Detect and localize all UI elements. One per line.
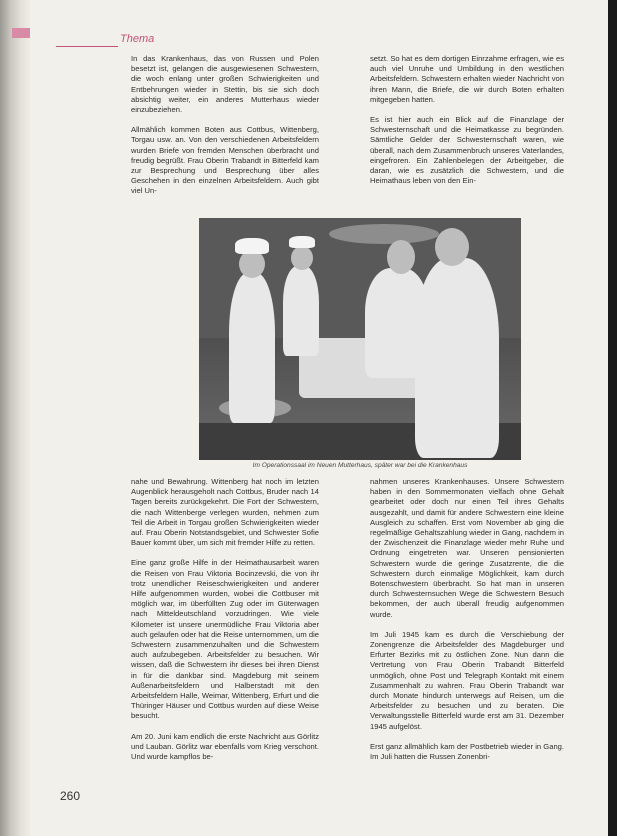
surgical-lamp	[329, 224, 439, 244]
paragraph: Im Juli 1945 kam es durch die Verschiebung der Zonengrenze die Arbeitsfelder des Magdeburger und Erfurter Bezirks mit zu östlichen Zone. Nun dann die Vertretung von Frau Oberin Trabandt Bitterfeld unmöglich, ohne Post und Telegraph Kontakt mit einem Zusammenhalt zu wahren. Frau Oberin Trabandt war durch Monate hindurch unterwegs auf Reisen, um die Arbeitsfelder zu besuchen und zu beraten. Die Verwaltungsstelle Bitterfeld wurde erst am 31. Dezember 1945 aufgelöst.	[370, 629, 564, 731]
paragraph: Allmählich kommen Boten aus Cottbus, Wittenberg, Torgau usw. an. Von den verschiedenen Arbeitsfeldern wurden Briefe von fremden Menschen überbracht und freudig begrüßt. Frau Oberin Trabandt in Bitterfeld kam zur Besprechung und Besprechung über alles Geschehen in den einzelnen Arbeitsfeldern. Auch gibt viel Un-	[131, 125, 319, 196]
paragraph: Es ist hier auch ein Blick auf die Finanzlage der Schwesternschaft und die Heimatkasse zu begründen. Sämtliche Gelder der Schwesternschaft waren, wie überall, nach dem Zusammenbruch unseres Vaterlandes, eingefroren. Ein Zahlenbelegen der Arbeitgeber, die daran, wie es zusätzlich die Schwestern, und die Heimathaus leben von den Ein-	[370, 115, 564, 186]
section-color-tab	[12, 28, 30, 38]
paragraph: nahe und Bewahrung. Wittenberg hat noch im letzten Augenblick herausgeholt nach Cottbus, Bruder nach 14 Tagen bereits zurückgekehrt. Die Fort der Schwestern, die nach Wittenberge verlegen wurden, nehmen zum Teil die Arbeit in Torgau großen Schwierigkeiten wieder auf. Frau Oberin Notstandsgebiet, und Schwester Sofie Bauer kommt über, um sich mit fremder Hilfe zu retten.	[131, 477, 319, 548]
surgeon-figure	[415, 258, 499, 458]
paragraph: In das Krankenhaus, das von Russen und Polen besetzt ist, gelangen die ausgewiesenen Schwestern, die woch enlang unter großen Schwierigkeiten und Entbehrungen wieder in Stettin, bis sie sich doch absichtig weiter, ein anderes Mutterhaus wieder einzubeziehen.	[131, 54, 319, 115]
text-column-4	[370, 477, 564, 772]
surgeon-head	[387, 240, 415, 274]
photo-caption: Im Operationssaal im Neuen Mutterhaus, später war bei die Krankenhaus	[252, 462, 468, 469]
section-title: Thema	[120, 33, 155, 45]
nurse-cap	[235, 238, 269, 254]
paragraph: nahmen unseres Krankenhauses. Unsere Schwestern haben in den Sommermonaten vielfach ohne Gehalt gearbeitet oder doch nur einen Teil ihres Gehalts ausgezahlt, und damit für andere Schwestern eine kleine Ausgleich zu schaffen. Erst vom November ab ging die regelmäßige Gehaltszahlung wieder in Gang, nachdem in der Zwischenzeit die Finanzlage wieder mehr Ruhe und Ordnung eingetreten war. Unseren pensionierten Schwestern wurde die geringe Zusatzrente, die die Schwestern durch einmalige Möglichkeit, kam durch Botenschwestern überbracht. So hat man in unseren durch Schwesternsuchen Wege die Schwestern Besuch bekommen, der auch überall freudig aufgenommen wurde.	[370, 477, 564, 619]
nurse-figure	[229, 273, 275, 423]
nurse-figure	[283, 266, 319, 356]
paragraph: Am 20. Juni kam endlich die erste Nachricht aus Görlitz und Lauban. Görlitz war ebenfalls vom Krieg verschont. Und wurde kampflos be-	[131, 731, 319, 762]
text-column-3	[131, 477, 319, 772]
operating-room-photo	[199, 218, 521, 460]
nurse-cap	[289, 236, 315, 248]
surgeon-head	[435, 228, 469, 266]
header-rule	[56, 46, 118, 47]
nurse-head	[291, 246, 313, 270]
page-edge-shadow	[608, 0, 617, 836]
paragraph: Eine ganz große Hilfe in der Heimathausarbeit waren die Reisen von Frau Viktoria Bocinzevski, die von ihr trotz unendlicher Reiseschwierigkeiten und anderer Hilfe aufgenommen wurden, wobei die Cottbuser mit möglich war, im überfüllten Zug oder im Güterwagen nach Mitteldeutschland vorzudringen. Wie viele Kilometer ist unsere unermüdliche Frau Viktoria aber auch gelaufen oder hat die Reise unternommen, um die Schwestern zusammenzuhalten und die Schwestern auch aufzubegeben. Arbeitsfelder zu besuchen. Wir wissen, daß die Schwestern ihr dieses bei ihren Dienst in für die dankbar sind. Magdeburg mit seinem Außenarbeitsfeldern und Halberstadt mit den Arbeitsfeldern Halle, Weimar, Wittenberg, Erfurt und die Thüringer Häuser und Cottbus wurden auf diese Weise besucht.	[131, 558, 319, 721]
nurse-head	[239, 250, 265, 278]
paragraph: Erst ganz allmählich kam der Postbetrieb wieder in Gang. Im Juli hatten die Russen Zonenbri-	[370, 741, 564, 762]
book-spine-shadow	[0, 0, 30, 836]
page-number: 260	[60, 789, 81, 803]
paragraph: setzt. So hat es dem dortigen Einrzahme erfragen, wie es auch viel Unruhe und Umbildung in den westlichen Arbeitsfeldern. Schwestern erhalten wieder Nachricht von ihren Mann, die Briefe, die wir durch Boten erhalten mitgegeben hatten.	[370, 54, 564, 104]
text-column-1	[131, 54, 319, 207]
text-column-2	[370, 54, 564, 196]
